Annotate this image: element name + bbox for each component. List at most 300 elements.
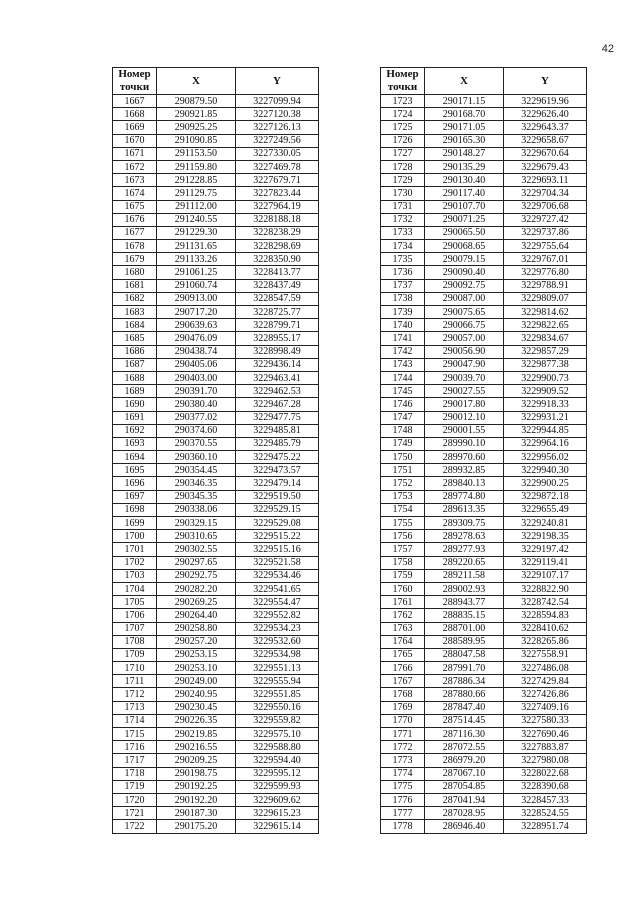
x-coordinate-cell: 286946.40 bbox=[425, 820, 504, 833]
table-row bbox=[381, 596, 587, 609]
point-number-cell: 1759 bbox=[381, 569, 425, 582]
x-coordinate-cell: 291159.80 bbox=[157, 160, 236, 173]
point-number-cell: 1669 bbox=[113, 121, 157, 134]
x-coordinate-cell: 289990.10 bbox=[425, 437, 504, 450]
table-row bbox=[381, 635, 587, 648]
point-number-cell: 1734 bbox=[381, 240, 425, 253]
y-coordinate-cell: 3228955.17 bbox=[236, 332, 319, 345]
table-row bbox=[113, 543, 319, 556]
table-row bbox=[113, 279, 319, 292]
x-coordinate-cell: 290027.55 bbox=[425, 385, 504, 398]
y-coordinate-cell: 3229529.15 bbox=[236, 503, 319, 516]
x-coordinate-cell: 291228.85 bbox=[157, 174, 236, 187]
x-coordinate-cell: 290216.55 bbox=[157, 741, 236, 754]
y-coordinate-cell: 3229727.42 bbox=[504, 213, 587, 226]
y-coordinate-cell: 3229532.60 bbox=[236, 635, 319, 648]
y-coordinate-cell: 3229555.94 bbox=[236, 675, 319, 688]
point-number-cell: 1767 bbox=[381, 675, 425, 688]
table-row bbox=[381, 411, 587, 424]
y-coordinate-cell: 3227580.33 bbox=[504, 714, 587, 727]
x-coordinate-cell: 290168.70 bbox=[425, 108, 504, 121]
table-row bbox=[381, 662, 587, 675]
x-coordinate-cell: 290148.27 bbox=[425, 147, 504, 160]
point-number-cell: 1668 bbox=[113, 108, 157, 121]
x-coordinate-cell: 289932.85 bbox=[425, 464, 504, 477]
column-header-x: X bbox=[425, 68, 504, 95]
point-number-cell: 1682 bbox=[113, 292, 157, 305]
y-coordinate-cell: 3229436.14 bbox=[236, 358, 319, 371]
table-row bbox=[381, 213, 587, 226]
table-row bbox=[381, 820, 587, 833]
point-number-cell: 1733 bbox=[381, 226, 425, 239]
x-coordinate-cell: 290230.45 bbox=[157, 701, 236, 714]
table-row bbox=[113, 754, 319, 767]
table-row bbox=[381, 95, 587, 108]
point-number-cell: 1711 bbox=[113, 675, 157, 688]
x-coordinate-cell: 287514.45 bbox=[425, 714, 504, 727]
y-coordinate-cell: 3229822.65 bbox=[504, 319, 587, 332]
column-header-number bbox=[381, 68, 425, 95]
point-number-cell: 1673 bbox=[113, 174, 157, 187]
table-row bbox=[113, 121, 319, 134]
y-coordinate-cell: 3229529.08 bbox=[236, 517, 319, 530]
point-number-cell: 1738 bbox=[381, 292, 425, 305]
point-number-cell: 1685 bbox=[113, 332, 157, 345]
point-number-cell: 1748 bbox=[381, 424, 425, 437]
table-row bbox=[381, 147, 587, 160]
point-number-cell: 1765 bbox=[381, 648, 425, 661]
y-coordinate-cell: 3229534.23 bbox=[236, 622, 319, 635]
point-number-cell: 1715 bbox=[113, 728, 157, 741]
table-row bbox=[113, 596, 319, 609]
point-number-cell: 1683 bbox=[113, 306, 157, 319]
point-number-cell: 1703 bbox=[113, 569, 157, 582]
x-coordinate-cell: 287847.40 bbox=[425, 701, 504, 714]
y-coordinate-cell: 3228799.71 bbox=[236, 319, 319, 332]
table-row bbox=[113, 609, 319, 622]
x-coordinate-cell: 290338.06 bbox=[157, 503, 236, 516]
table-row bbox=[113, 240, 319, 253]
y-coordinate-cell: 3229834.67 bbox=[504, 332, 587, 345]
y-coordinate-cell: 3227099.94 bbox=[236, 95, 319, 108]
x-coordinate-cell: 290438.74 bbox=[157, 345, 236, 358]
point-number-cell: 1709 bbox=[113, 648, 157, 661]
point-number-cell: 1694 bbox=[113, 451, 157, 464]
x-coordinate-cell: 291129.75 bbox=[157, 187, 236, 200]
y-coordinate-cell: 3229240.81 bbox=[504, 517, 587, 530]
x-coordinate-cell: 290187.30 bbox=[157, 807, 236, 820]
table-row bbox=[113, 714, 319, 727]
column-header-number-line2: точки bbox=[387, 81, 418, 93]
x-coordinate-cell: 286979.20 bbox=[425, 754, 504, 767]
point-number-cell: 1762 bbox=[381, 609, 425, 622]
y-coordinate-cell: 3229909.52 bbox=[504, 385, 587, 398]
point-number-cell: 1719 bbox=[113, 780, 157, 793]
x-coordinate-cell: 290012.10 bbox=[425, 411, 504, 424]
point-number-cell: 1750 bbox=[381, 451, 425, 464]
x-coordinate-cell: 290879.50 bbox=[157, 95, 236, 108]
table-row bbox=[113, 437, 319, 450]
point-number-cell: 1771 bbox=[381, 728, 425, 741]
point-number-cell: 1699 bbox=[113, 517, 157, 530]
table-body-right bbox=[381, 95, 587, 834]
x-coordinate-cell: 289278.63 bbox=[425, 530, 504, 543]
point-number-cell: 1672 bbox=[113, 160, 157, 173]
x-coordinate-cell: 290056.90 bbox=[425, 345, 504, 358]
x-coordinate-cell: 290345.35 bbox=[157, 490, 236, 503]
point-number-cell: 1720 bbox=[113, 793, 157, 806]
y-coordinate-cell: 3229704.34 bbox=[504, 187, 587, 200]
table-row bbox=[381, 714, 587, 727]
y-coordinate-cell: 3228437.49 bbox=[236, 279, 319, 292]
coordinates-table-right bbox=[380, 67, 587, 834]
x-coordinate-cell: 290017.80 bbox=[425, 398, 504, 411]
y-coordinate-cell: 3229519.50 bbox=[236, 490, 319, 503]
x-coordinate-cell: 290403.00 bbox=[157, 371, 236, 384]
x-coordinate-cell: 290253.15 bbox=[157, 648, 236, 661]
x-coordinate-cell: 290001.55 bbox=[425, 424, 504, 437]
table-row bbox=[113, 398, 319, 411]
table-row bbox=[381, 728, 587, 741]
column-header-x: X bbox=[157, 68, 236, 95]
x-coordinate-cell: 289840.13 bbox=[425, 477, 504, 490]
point-number-cell: 1679 bbox=[113, 253, 157, 266]
x-coordinate-cell: 288589.95 bbox=[425, 635, 504, 648]
y-coordinate-cell: 3228725.77 bbox=[236, 306, 319, 319]
y-coordinate-cell: 3229559.82 bbox=[236, 714, 319, 727]
y-coordinate-cell: 3229706.68 bbox=[504, 200, 587, 213]
point-number-cell: 1746 bbox=[381, 398, 425, 411]
x-coordinate-cell: 289613.35 bbox=[425, 503, 504, 516]
page-number: 42 bbox=[601, 43, 614, 55]
y-coordinate-cell: 3229857.29 bbox=[504, 345, 587, 358]
table-row bbox=[381, 503, 587, 516]
table-row bbox=[381, 622, 587, 635]
x-coordinate-cell: 290075.65 bbox=[425, 306, 504, 319]
table-row bbox=[113, 780, 319, 793]
point-number-cell: 1693 bbox=[113, 437, 157, 450]
y-coordinate-cell: 3227429.84 bbox=[504, 675, 587, 688]
table-row bbox=[381, 319, 587, 332]
y-coordinate-cell: 3229594.40 bbox=[236, 754, 319, 767]
table-row bbox=[113, 213, 319, 226]
y-coordinate-cell: 3229940.30 bbox=[504, 464, 587, 477]
y-coordinate-cell: 3228742.54 bbox=[504, 596, 587, 609]
table-row bbox=[113, 187, 319, 200]
table-row bbox=[113, 253, 319, 266]
point-number-cell: 1761 bbox=[381, 596, 425, 609]
point-number-cell: 1735 bbox=[381, 253, 425, 266]
y-coordinate-cell: 3227126.13 bbox=[236, 121, 319, 134]
y-coordinate-cell: 3229485.81 bbox=[236, 424, 319, 437]
x-coordinate-cell: 287054.85 bbox=[425, 780, 504, 793]
table-row bbox=[381, 253, 587, 266]
point-number-cell: 1705 bbox=[113, 596, 157, 609]
point-number-cell: 1677 bbox=[113, 226, 157, 239]
x-coordinate-cell: 287886.34 bbox=[425, 675, 504, 688]
table-row bbox=[381, 807, 587, 820]
y-coordinate-cell: 3229473.57 bbox=[236, 464, 319, 477]
x-coordinate-cell: 289220.65 bbox=[425, 556, 504, 569]
table-row bbox=[113, 306, 319, 319]
x-coordinate-cell: 290282.20 bbox=[157, 582, 236, 595]
point-number-cell: 1722 bbox=[113, 820, 157, 833]
point-number-cell: 1778 bbox=[381, 820, 425, 833]
point-number-cell: 1691 bbox=[113, 411, 157, 424]
point-number-cell: 1718 bbox=[113, 767, 157, 780]
y-coordinate-cell: 3229872.18 bbox=[504, 490, 587, 503]
point-number-cell: 1676 bbox=[113, 213, 157, 226]
x-coordinate-cell: 288835.15 bbox=[425, 609, 504, 622]
y-coordinate-cell: 3229964.16 bbox=[504, 437, 587, 450]
y-coordinate-cell: 3228822.90 bbox=[504, 582, 587, 595]
x-coordinate-cell: 287028.95 bbox=[425, 807, 504, 820]
y-coordinate-cell: 3229776.80 bbox=[504, 266, 587, 279]
x-coordinate-cell: 288943.77 bbox=[425, 596, 504, 609]
point-number-cell: 1725 bbox=[381, 121, 425, 134]
point-number-cell: 1671 bbox=[113, 147, 157, 160]
point-number-cell: 1692 bbox=[113, 424, 157, 437]
x-coordinate-cell: 290039.70 bbox=[425, 371, 504, 384]
y-coordinate-cell: 3227426.86 bbox=[504, 688, 587, 701]
y-coordinate-cell: 3229552.82 bbox=[236, 609, 319, 622]
point-number-cell: 1764 bbox=[381, 635, 425, 648]
table-row bbox=[113, 464, 319, 477]
table-row bbox=[113, 174, 319, 187]
point-number-cell: 1755 bbox=[381, 517, 425, 530]
table-row bbox=[113, 160, 319, 173]
y-coordinate-cell: 3229877.38 bbox=[504, 358, 587, 371]
x-coordinate-cell: 287041.94 bbox=[425, 793, 504, 806]
point-number-cell: 1753 bbox=[381, 490, 425, 503]
point-number-cell: 1680 bbox=[113, 266, 157, 279]
x-coordinate-cell: 291112.00 bbox=[157, 200, 236, 213]
x-coordinate-cell: 290370.55 bbox=[157, 437, 236, 450]
y-coordinate-cell: 3229944.85 bbox=[504, 424, 587, 437]
table-row bbox=[381, 701, 587, 714]
y-coordinate-cell: 3229900.25 bbox=[504, 477, 587, 490]
x-coordinate-cell: 289309.75 bbox=[425, 517, 504, 530]
point-number-cell: 1727 bbox=[381, 147, 425, 160]
x-coordinate-cell: 290171.15 bbox=[425, 95, 504, 108]
y-coordinate-cell: 3229655.49 bbox=[504, 503, 587, 516]
x-coordinate-cell: 290405.06 bbox=[157, 358, 236, 371]
y-coordinate-cell: 3229809.07 bbox=[504, 292, 587, 305]
table-row bbox=[381, 793, 587, 806]
x-coordinate-cell: 290165.30 bbox=[425, 134, 504, 147]
point-number-cell: 1723 bbox=[381, 95, 425, 108]
table-row bbox=[381, 121, 587, 134]
x-coordinate-cell: 289970.60 bbox=[425, 451, 504, 464]
x-coordinate-cell: 290639.63 bbox=[157, 319, 236, 332]
table-row bbox=[381, 292, 587, 305]
x-coordinate-cell: 291240.55 bbox=[157, 213, 236, 226]
x-coordinate-cell: 290117.40 bbox=[425, 187, 504, 200]
table-row bbox=[381, 306, 587, 319]
x-coordinate-cell: 290130.40 bbox=[425, 174, 504, 187]
x-coordinate-cell: 290346.35 bbox=[157, 477, 236, 490]
x-coordinate-cell: 290717.20 bbox=[157, 306, 236, 319]
y-coordinate-cell: 3229485.79 bbox=[236, 437, 319, 450]
y-coordinate-cell: 3229550.16 bbox=[236, 701, 319, 714]
table-row bbox=[113, 820, 319, 833]
table-row bbox=[113, 490, 319, 503]
x-coordinate-cell: 290354.45 bbox=[157, 464, 236, 477]
y-coordinate-cell: 3229463.41 bbox=[236, 371, 319, 384]
table-row bbox=[113, 345, 319, 358]
x-coordinate-cell: 290297.65 bbox=[157, 556, 236, 569]
table-row bbox=[381, 648, 587, 661]
table-row bbox=[113, 662, 319, 675]
column-header-number-line2: точки bbox=[119, 81, 150, 93]
y-coordinate-cell: 3229599.93 bbox=[236, 780, 319, 793]
table-row bbox=[381, 490, 587, 503]
y-coordinate-cell: 3227558.91 bbox=[504, 648, 587, 661]
coordinates-table-left bbox=[112, 67, 319, 834]
point-number-cell: 1777 bbox=[381, 807, 425, 820]
point-number-cell: 1745 bbox=[381, 385, 425, 398]
table-row bbox=[113, 728, 319, 741]
point-number-cell: 1756 bbox=[381, 530, 425, 543]
y-coordinate-cell: 3229609.62 bbox=[236, 793, 319, 806]
x-coordinate-cell: 289277.93 bbox=[425, 543, 504, 556]
table-row bbox=[113, 517, 319, 530]
x-coordinate-cell: 291133.26 bbox=[157, 253, 236, 266]
point-number-cell: 1754 bbox=[381, 503, 425, 516]
y-coordinate-cell: 3229767.01 bbox=[504, 253, 587, 266]
table-row bbox=[381, 266, 587, 279]
point-number-cell: 1704 bbox=[113, 582, 157, 595]
point-number-cell: 1708 bbox=[113, 635, 157, 648]
x-coordinate-cell: 290360.10 bbox=[157, 451, 236, 464]
y-coordinate-cell: 3228457.33 bbox=[504, 793, 587, 806]
point-number-cell: 1728 bbox=[381, 160, 425, 173]
y-coordinate-cell: 3229462.53 bbox=[236, 385, 319, 398]
x-coordinate-cell: 290209.25 bbox=[157, 754, 236, 767]
x-coordinate-cell: 290476.09 bbox=[157, 332, 236, 345]
x-coordinate-cell: 290219.85 bbox=[157, 728, 236, 741]
point-number-cell: 1698 bbox=[113, 503, 157, 516]
x-coordinate-cell: 290302.55 bbox=[157, 543, 236, 556]
table-row bbox=[381, 385, 587, 398]
table-row bbox=[381, 543, 587, 556]
x-coordinate-cell: 290257.20 bbox=[157, 635, 236, 648]
table-row bbox=[381, 358, 587, 371]
point-number-cell: 1697 bbox=[113, 490, 157, 503]
point-number-cell: 1726 bbox=[381, 134, 425, 147]
column-header-y: Y bbox=[236, 68, 319, 95]
y-coordinate-cell: 3227964.19 bbox=[236, 200, 319, 213]
y-coordinate-cell: 3228998.49 bbox=[236, 345, 319, 358]
table-body-left bbox=[113, 95, 319, 834]
x-coordinate-cell: 290090.40 bbox=[425, 266, 504, 279]
y-coordinate-cell: 3227883.87 bbox=[504, 741, 587, 754]
point-number-cell: 1766 bbox=[381, 662, 425, 675]
point-number-cell: 1681 bbox=[113, 279, 157, 292]
y-coordinate-cell: 3229670.64 bbox=[504, 147, 587, 160]
x-coordinate-cell: 290057.00 bbox=[425, 332, 504, 345]
y-coordinate-cell: 3229956.02 bbox=[504, 451, 587, 464]
table-row bbox=[381, 569, 587, 582]
x-coordinate-cell: 287072.55 bbox=[425, 741, 504, 754]
table-row bbox=[113, 807, 319, 820]
x-coordinate-cell: 290258.80 bbox=[157, 622, 236, 635]
point-number-cell: 1701 bbox=[113, 543, 157, 556]
y-coordinate-cell: 3227690.46 bbox=[504, 728, 587, 741]
y-coordinate-cell: 3229693.11 bbox=[504, 174, 587, 187]
table-row bbox=[113, 358, 319, 371]
x-coordinate-cell: 290921.85 bbox=[157, 108, 236, 121]
y-coordinate-cell: 3229541.65 bbox=[236, 582, 319, 595]
point-number-cell: 1752 bbox=[381, 477, 425, 490]
column-header-number-line1: Номер bbox=[118, 68, 151, 80]
table-row bbox=[381, 332, 587, 345]
point-number-cell: 1774 bbox=[381, 767, 425, 780]
table-row bbox=[381, 675, 587, 688]
table-row bbox=[381, 780, 587, 793]
table-row bbox=[113, 767, 319, 780]
table-row bbox=[113, 569, 319, 582]
point-number-cell: 1730 bbox=[381, 187, 425, 200]
table-row bbox=[113, 332, 319, 345]
table-row bbox=[113, 371, 319, 384]
y-coordinate-cell: 3229615.23 bbox=[236, 807, 319, 820]
point-number-cell: 1737 bbox=[381, 279, 425, 292]
table-row bbox=[113, 741, 319, 754]
x-coordinate-cell: 290066.75 bbox=[425, 319, 504, 332]
x-coordinate-cell: 290192.25 bbox=[157, 780, 236, 793]
point-number-cell: 1713 bbox=[113, 701, 157, 714]
y-coordinate-cell: 3228413.77 bbox=[236, 266, 319, 279]
y-coordinate-cell: 3229515.22 bbox=[236, 530, 319, 543]
x-coordinate-cell: 287880.66 bbox=[425, 688, 504, 701]
point-number-cell: 1674 bbox=[113, 187, 157, 200]
point-number-cell: 1758 bbox=[381, 556, 425, 569]
y-coordinate-cell: 3229515.16 bbox=[236, 543, 319, 556]
table-row bbox=[113, 530, 319, 543]
x-coordinate-cell: 290071.25 bbox=[425, 213, 504, 226]
table-row bbox=[113, 477, 319, 490]
point-number-cell: 1743 bbox=[381, 358, 425, 371]
point-number-cell: 1742 bbox=[381, 345, 425, 358]
x-coordinate-cell: 287067.10 bbox=[425, 767, 504, 780]
table-row bbox=[381, 609, 587, 622]
y-coordinate-cell: 3229588.80 bbox=[236, 741, 319, 754]
table-row bbox=[381, 556, 587, 569]
table-row bbox=[113, 635, 319, 648]
table-row bbox=[113, 688, 319, 701]
point-number-cell: 1717 bbox=[113, 754, 157, 767]
y-coordinate-cell: 3229615.14 bbox=[236, 820, 319, 833]
table-row bbox=[113, 108, 319, 121]
y-coordinate-cell: 3229197.42 bbox=[504, 543, 587, 556]
x-coordinate-cell: 289774.80 bbox=[425, 490, 504, 503]
x-coordinate-cell: 289211.58 bbox=[425, 569, 504, 582]
table-row bbox=[381, 160, 587, 173]
y-coordinate-cell: 3229521.58 bbox=[236, 556, 319, 569]
y-coordinate-cell: 3229788.91 bbox=[504, 279, 587, 292]
x-coordinate-cell: 290310.65 bbox=[157, 530, 236, 543]
y-coordinate-cell: 3229107.17 bbox=[504, 569, 587, 582]
point-number-cell: 1744 bbox=[381, 371, 425, 384]
x-coordinate-cell: 290068.65 bbox=[425, 240, 504, 253]
y-coordinate-cell: 3229595.12 bbox=[236, 767, 319, 780]
x-coordinate-cell: 291229.30 bbox=[157, 226, 236, 239]
table-row bbox=[113, 793, 319, 806]
table-row bbox=[113, 582, 319, 595]
y-coordinate-cell: 3228524.55 bbox=[504, 807, 587, 820]
table-row bbox=[113, 226, 319, 239]
